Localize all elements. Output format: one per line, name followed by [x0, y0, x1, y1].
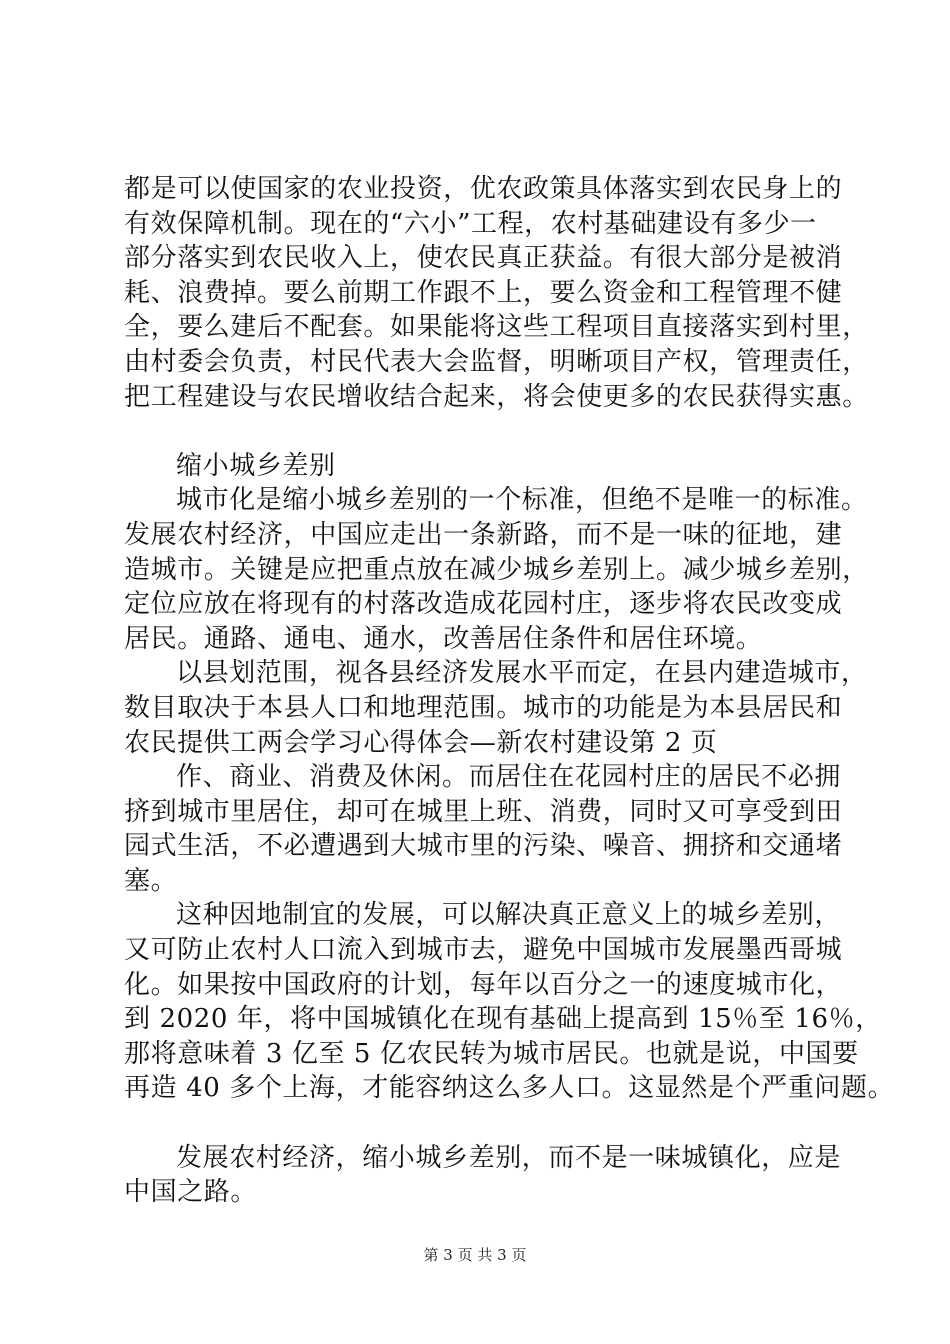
text-line: 定位应放在将现有的村落改造成花园村庄，逐步将农民改变成	[124, 589, 843, 620]
text-line: 造城市。关键是应把重点放在减少城乡差别上。减少城乡差别，	[124, 554, 869, 585]
text-line: 数目取决于本县人口和地理范围。城市的功能是为本县居民和	[124, 692, 843, 723]
text-line: 塞。	[124, 865, 178, 896]
text-line: 化。如果按中国政府的计划，每年以百分之一的速度城市化，	[124, 969, 843, 1000]
text-line: 城市化是缩小城乡差别的一个标准，但绝不是唯一的标准。	[176, 485, 868, 516]
text-line: 耗、浪费掉。要么前期工作跟不上，要么资金和工程管理不健	[124, 277, 843, 308]
paragraph-gap	[124, 414, 844, 449]
document-body	[124, 172, 895, 1210]
text-line: 农民提供工两会学习心得体会—新农村建设第 2 页	[124, 727, 718, 758]
text-line: 都是可以使国家的农业投资，优农政策具体落实到农民身上的	[124, 174, 843, 204]
paragraph	[124, 760, 844, 898]
text-line: 这种因地制宜的发展，可以解决真正意义上的城乡差别，	[176, 900, 842, 931]
paragraph	[124, 483, 869, 656]
text-line: 到 2020 年，将中国城镇化在现有基础上提高到 15％至 16％，	[124, 1004, 882, 1035]
paragraph	[124, 898, 895, 1106]
section-heading	[124, 449, 844, 484]
text-line: 部分落实到农民收入上，使农民真正获益。有很大部分是被消	[124, 243, 843, 274]
text-line: 又可防止农村人口流入到城市去，避免中国城市发展墨西哥城	[124, 935, 843, 966]
text-line: 发展农村经济，中国应走出一条新路，而不是一味的征地，建	[124, 519, 843, 550]
text-line: 有效保障机制。现在的“六小”工程，农村基础建设有多少一	[124, 208, 817, 239]
text-line: 发展农村经济，缩小城乡差别，而不是一味城镇化，应是	[176, 1142, 842, 1173]
page-footer	[0, 1245, 950, 1265]
text-line: 全，要么建后不配套。如果能将这些工程项目直接落实到村里，	[124, 312, 869, 343]
text-line: 中国之路。	[124, 1177, 258, 1208]
text-line: 把工程建设与农民增收结合起来，将会使更多的农民获得实惠。	[124, 381, 869, 412]
text-line: 以县划范围，视各县经济发展水平而定，在县内建造城市，	[176, 658, 868, 689]
text-line: 园式生活，不必遭遇到大城市里的污染、噪音、拥挤和交通堵	[124, 831, 843, 862]
paragraph	[124, 172, 869, 414]
page-number-label: 第 3 页 共 3 页	[423, 1246, 527, 1264]
text-line: 挤到城市里居住，却可在城里上班、消费，同时又可享受到田	[124, 796, 843, 827]
heading-line: 缩小城乡差别	[176, 450, 336, 481]
paragraph	[124, 656, 868, 760]
paragraph	[124, 1141, 844, 1210]
text-line: 居民。通路、通电、通水，改善居住条件和居住环境。	[124, 623, 763, 654]
text-line: 作、商业、消费及休闲。而居住在花园村庄的居民不必拥	[176, 762, 842, 793]
text-line: 再造 40 多个上海，才能容纳这么多人口。这显然是个严重问题。	[124, 1073, 895, 1104]
text-line: 那将意味着 3 亿至 5 亿农民转为城市居民。也就是说，中国要	[124, 1038, 859, 1069]
text-line: 由村委会负责，村民代表大会监督，明晰项目产权，管理责任，	[124, 346, 869, 377]
paragraph-gap	[124, 1106, 844, 1141]
